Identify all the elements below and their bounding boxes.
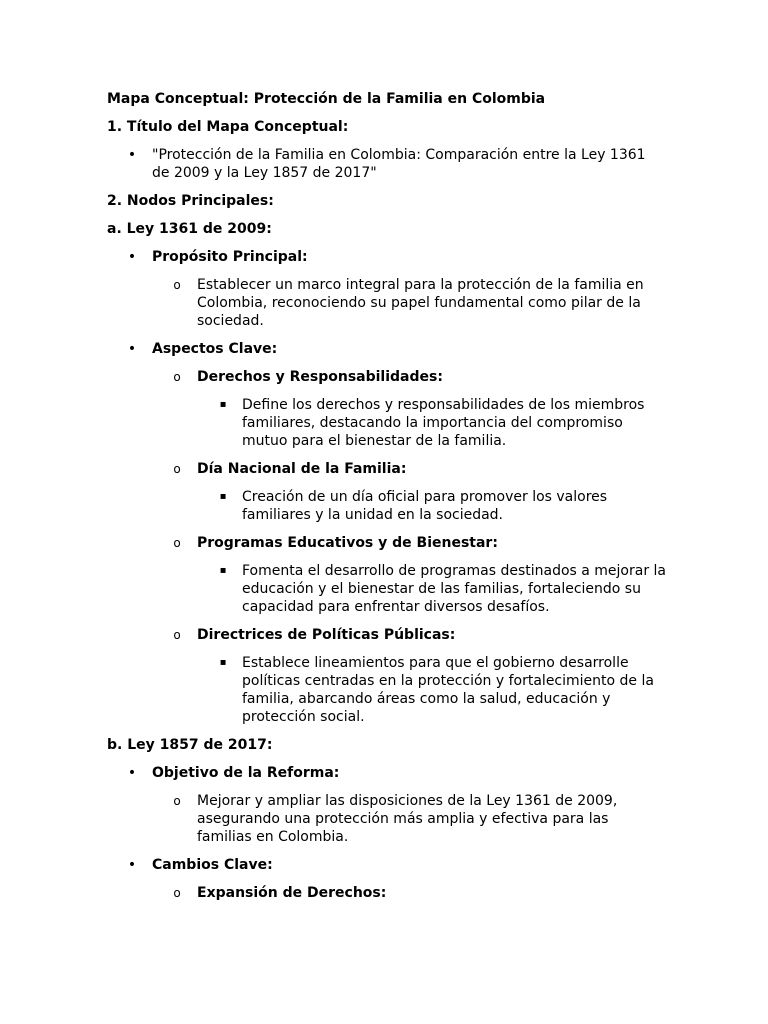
- list-item-text: "Protección de la Familia en Colombia: Comparación entre la Ley 1361 de 2009 y la Ley 1857 de 2017": [152, 147, 646, 181]
- proposito-label: Propósito Principal:: [152, 249, 308, 265]
- bullet-square-icon: ▪: [219, 491, 227, 502]
- aspecto-text: Creación de un día oficial para promover los valores familiares y la unidad en la sociedad.: [242, 489, 608, 523]
- aspecto-label: Día Nacional de la Familia:: [197, 461, 407, 477]
- bullet-dot-icon: •: [127, 765, 137, 781]
- aspecto-text: Define los derechos y responsabilidades de los miembros familiares, destacando la importancia del compromiso mutuo para el bienestar de la familia.: [242, 397, 645, 449]
- bullet-circle-icon: o: [173, 462, 181, 476]
- list-item: [107, 146, 667, 182]
- expansion-label: Expansión de Derechos:: [197, 885, 387, 901]
- section-2-heading: 2. Nodos Principales:: [107, 193, 274, 209]
- ley-1857-heading: b. Ley 1857 de 2017:: [107, 737, 273, 753]
- bullet-square-icon: ▪: [219, 399, 227, 410]
- aspecto-label: Programas Educativos y de Bienestar:: [197, 535, 498, 551]
- list-item: [107, 884, 667, 902]
- list-item: [107, 276, 667, 330]
- bullet-circle-icon: o: [173, 278, 181, 292]
- list-item: [107, 626, 667, 644]
- list-item: [107, 340, 667, 358]
- proposito-text: Establecer un marco integral para la protección de la familia en Colombia, reconociendo su papel fundamental como pilar de la sociedad.: [197, 277, 644, 329]
- bullet-dot-icon: •: [127, 147, 137, 163]
- list-item: [107, 654, 667, 726]
- section-1-heading: 1. Título del Mapa Conceptual:: [107, 119, 349, 135]
- bullet-dot-icon: •: [127, 341, 137, 357]
- bullet-circle-icon: o: [173, 536, 181, 550]
- bullet-square-icon: ▪: [219, 657, 227, 668]
- document-body: [107, 90, 667, 912]
- bullet-square-icon: ▪: [219, 565, 227, 576]
- bullet-circle-icon: o: [173, 370, 181, 384]
- bullet-dot-icon: •: [127, 857, 137, 873]
- list-item: [107, 792, 667, 846]
- list-item: [107, 460, 667, 478]
- bullet-dot-icon: •: [127, 249, 137, 265]
- aspectos-label: Aspectos Clave:: [152, 341, 278, 357]
- bullet-circle-icon: o: [173, 628, 181, 642]
- list-item: [107, 764, 667, 782]
- aspecto-label: Directrices de Políticas Públicas:: [197, 627, 456, 643]
- ley-1361-heading: a. Ley 1361 de 2009:: [107, 221, 272, 237]
- list-item: [107, 248, 667, 266]
- objetivo-label: Objetivo de la Reforma:: [152, 765, 340, 781]
- document-title: Mapa Conceptual: Protección de la Familia en Colombia: [107, 91, 546, 107]
- objetivo-text: Mejorar y ampliar las disposiciones de la Ley 1361 de 2009, asegurando una protección más amplia y efectiva para las familias en Colombia.: [197, 793, 618, 845]
- list-item: [107, 534, 667, 552]
- cambios-label: Cambios Clave:: [152, 857, 273, 873]
- list-item: [107, 368, 667, 386]
- list-item: [107, 488, 667, 524]
- aspecto-label: Derechos y Responsabilidades:: [197, 369, 443, 385]
- bullet-circle-icon: o: [173, 794, 181, 808]
- bullet-circle-icon: o: [173, 886, 181, 900]
- list-item: [107, 396, 667, 450]
- aspecto-text: Fomenta el desarrollo de programas destinados a mejorar la educación y el bienestar de las familias, fortaleciendo su capacidad para enfrentar diversos desafíos.: [242, 563, 667, 615]
- list-item: [107, 562, 667, 616]
- aspecto-text: Establece lineamientos para que el gobierno desarrolle políticas centradas en la protección y fortalecimiento de la familia, abarcando áreas como la salud, educación y protección social.: [242, 655, 654, 725]
- list-item: [107, 856, 667, 874]
